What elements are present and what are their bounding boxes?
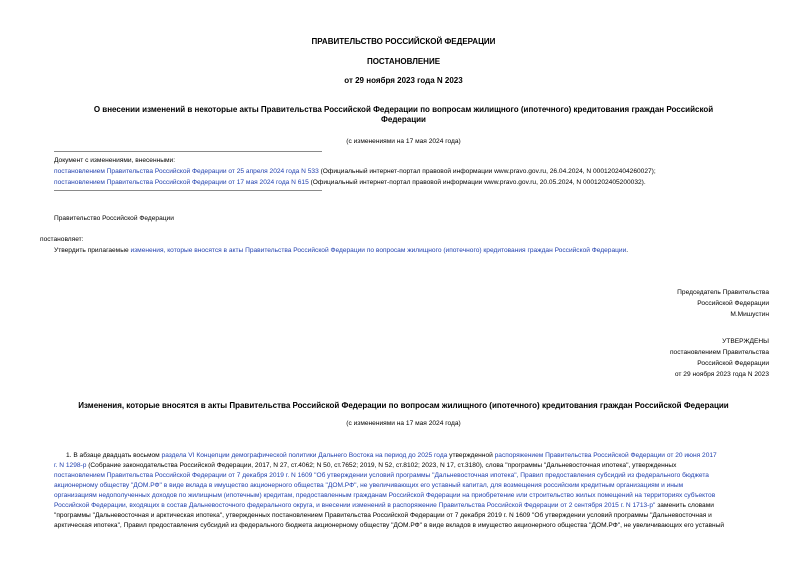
revision-note: (с изменениями на 17 мая 2024 года): [346, 138, 461, 145]
document-date-number: от 29 ноября 2023 года N 2023: [344, 76, 463, 85]
amendment-source-615: (Официальный интернет-портал правовой информации www.pravo.gov.ru, 20.05.2024, N 0001202405200032).: [308, 179, 646, 186]
decree-1609-link-cont-1[interactable]: акционерному обществу "ДОМ.РФ" в виде вклада в имущество акционерного общества "ДОМ.РФ", не увеличивающих его уставный капитал, для возмещения российским кредитным организациям и иным: [54, 482, 684, 489]
amendment-link-533[interactable]: постановлением Правительства Российской Федерации от 25 апреля 2024 года N 533: [54, 168, 319, 175]
paragraph-1-sources: (Собрание законодательства Российской Федерации, 2017, N 27, ст.4062; N 50, ст.7652; 2019, N 52, ст.8102; 2023, N 17, ст.3180), слова "программы "Дальневосточная ипотека", утвержденных: [86, 462, 677, 469]
signature-block: [677, 287, 769, 320]
paragraph-1-replace: заменить словами: [655, 502, 714, 509]
paragraph-1-line-8: [54, 521, 769, 530]
approve-prefix: Утвердить прилагаемые: [54, 247, 131, 254]
paragraph-1-line-2: [54, 461, 769, 470]
document-type: ПОСТАНОВЛЕНИЕ: [366, 57, 441, 66]
paragraph-1-line-6: [54, 501, 769, 510]
approve-suffix: .: [626, 247, 629, 254]
concept-section-link[interactable]: раздела VI Концепции демографической политики Дальнего Востока на период до 2025 года: [161, 452, 448, 459]
signature-country: Российской Федерации: [697, 300, 769, 307]
decree-1609-link[interactable]: постановлением Правительства Российской Федерации от 7 декабря 2019 г. N 1609 "Об утверждении условий программы "Дальневосточная ипотека", Правил предоставления субсидий из федерального бюджета: [54, 472, 709, 479]
changes-box-intro: Документ с изменениями, внесенными:: [54, 157, 176, 164]
approved-by: постановлением Правительства: [669, 349, 769, 356]
paragraph-1-line-7: [54, 511, 769, 520]
decrees-text: постановляет:: [40, 236, 84, 243]
paragraph-1-line-5: [54, 491, 769, 500]
approved-changes-link[interactable]: изменения, которые вносятся в акты Правительства Российской Федерации по вопросам жилищного (ипотечного) кредитования граждан Российской Федерации: [130, 247, 627, 254]
changes-box-top-rule: [54, 151, 322, 152]
changes-box-item-2: [54, 177, 656, 188]
approved-label: УТВЕРЖДЕНЫ: [722, 338, 769, 345]
order-1298-link[interactable]: распоряжением Правительства Российской Федерации от 20 июня 2017: [494, 452, 717, 459]
paragraph-1-line-4: [54, 481, 769, 490]
paragraph-1-start: 1. В абзаце двадцать восьмом: [66, 452, 162, 459]
document-title-line-2: Федерации: [381, 115, 426, 124]
decree-1609-link-cont-2[interactable]: организациям недополученных доходов по жилищным (ипотечным) кредитам, предоставленным гражданам Российской Федерации на приобретение или строительство жилых помещений на территориях субъектов: [54, 492, 716, 499]
government-rf-text: Правительство Российской Федерации: [54, 215, 174, 222]
government-name: ПРАВИТЕЛЬСТВО РОССИЙСКОЙ ФЕДЕРАЦИИ: [311, 37, 496, 46]
amendment-link-615[interactable]: постановлением Правительства Российской Федерации от 17 мая 2024 года N 615: [54, 179, 309, 186]
signature-position: Председатель Правительства: [677, 289, 769, 296]
paragraph-1-approved: утвержденной: [447, 452, 495, 459]
changes-box-item-1: [54, 166, 656, 177]
changes-box-bottom-rule: [54, 190, 322, 191]
changes-title: Изменения, которые вносятся в акты Правительства Российской Федерации по вопросам жилищного (ипотечного) кредитования граждан Российской Федерации: [78, 401, 729, 410]
paragraph-1-line-3: [54, 471, 769, 480]
decree-1609-link-cont-3[interactable]: Российской Федерации, входящих в состав Дальневосточного федерального округа, и внесении изменений в распоряжение Правительства Российской Федерации от 2 сентября 2015 г. N 1713-р": [54, 502, 656, 509]
amendment-source-533: (Официальный интернет-портал правовой информации www.pravo.gov.ru, 26.04.2024, N 0001202404260027);: [318, 168, 656, 175]
paragraph-1-new-text-cont: арктическая ипотека", Правил предоставления субсидий из федерального бюджета акционерному обществу "ДОМ.РФ" в виде вкладов в имущество акционерного общества "ДОМ.РФ", не увеличивающих его уставный: [54, 522, 725, 529]
signature-name: М.Мишустин: [730, 311, 769, 318]
approved-date: от 29 ноября 2023 года N 2023: [674, 371, 769, 378]
order-1298-link-end[interactable]: г. N 1298-р: [54, 462, 87, 469]
paragraph-1-line-1: [54, 451, 769, 460]
document-title: [0, 105, 807, 125]
paragraph-1-new-text: "программы "Дальневосточная и арктическая ипотека", утвержденных постановлением Правительства Российской Федерации от 7 декабря 2019 г. N 1609 "Об утверждении условий программы "Дальневосточная и: [54, 512, 712, 519]
approve-paragraph: [54, 247, 628, 254]
changes-box: [54, 155, 656, 188]
changes-revision-note: (с изменениями на 17 мая 2024 года): [346, 420, 461, 427]
approved-country: Российской Федерации: [697, 360, 769, 367]
approved-block: [670, 336, 769, 380]
document-title-line-1: О внесении изменений в некоторые акты Правительства Российской Федерации по вопросам жилищного (ипотечного) кредитования граждан Российской: [93, 105, 714, 114]
